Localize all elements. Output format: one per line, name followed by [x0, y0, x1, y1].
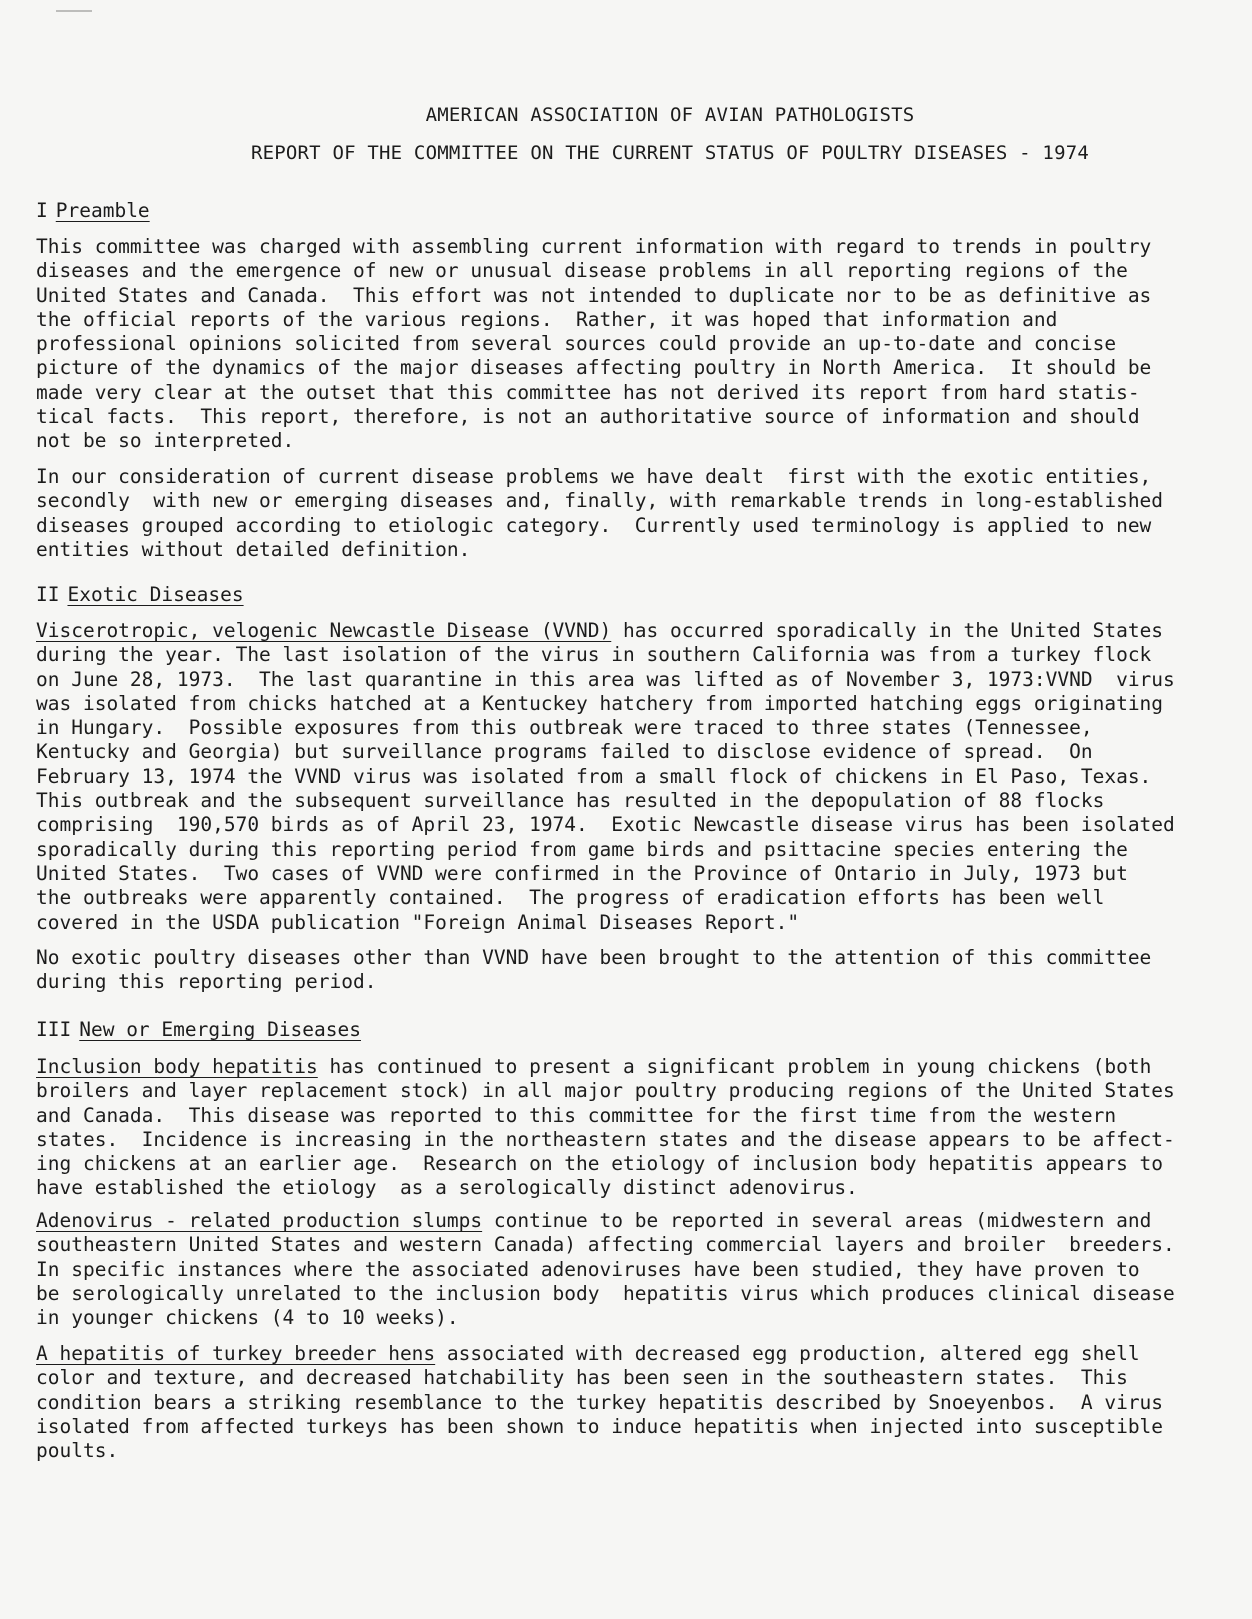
text-line: Viscerotropic, velogenic Newcastle Disease (VVND) has occurred sporadically in the United States — [36, 619, 1164, 642]
preamble-paragraph-2 — [36, 465, 1246, 562]
text-line: entities without detailed definition. — [36, 537, 471, 561]
text-line: not be so interpreted. — [36, 429, 295, 453]
text-line: diseases and the emergence of new or unusual disease problems in all reporting regions of the — [36, 259, 1128, 283]
text-line: color and texture, and decreased hatchability has been seen in the southeastern states. This — [36, 1366, 1128, 1390]
text-line: the official reports of the various regions. Rather, it was hoped that information and — [36, 307, 1058, 331]
section-title: New or Emerging Diseases — [79, 1018, 361, 1041]
text-line: Inclusion body hepatitis has continued to present a significant problem in young chickens (both — [36, 1055, 1152, 1078]
text-line: was isolated from chicks hatched at a Kentuckey hatchery from imported hatching eggs originating — [36, 691, 1164, 715]
text-line: In specific instances where the associated adenoviruses have been studied, they have proven to — [36, 1257, 1140, 1281]
text-line: made very clear at the outset that this committee has not derived its report from hard statis- — [36, 380, 1140, 404]
text-line: United States and Canada. This effort was not intended to duplicate nor to be as definitive as — [36, 283, 1152, 307]
text-line: United States. Two cases of VVND were confirmed in the Province of Ontario in July, 1973 but — [36, 861, 1128, 885]
emerging-paragraph-1 — [36, 1055, 1246, 1201]
text-line: professional opinions solicited from several sources could provide an up-to-date and concise — [36, 332, 1117, 356]
emerging-paragraph-3 — [36, 1342, 1246, 1463]
section-heading-emerging — [36, 1018, 361, 1041]
text-line: in Hungary. Possible exposures from this outbreak were traced to three states (Tennessee, — [36, 716, 1093, 740]
text-line: comprising 190,570 birds as of April 23, 1974. Exotic Newcastle disease virus has been isolated — [36, 813, 1175, 837]
section-title: Preamble — [55, 199, 150, 222]
disease-term-adenovirus-slumps: Adenovirus - related production slumps — [36, 1209, 483, 1232]
text-line: February 13, 1974 the VVND virus was isolated from a small flock of chickens in El Paso, Texas. — [36, 764, 1152, 788]
text-line: This committee was charged with assembling current information with regard to trends in poultry — [36, 235, 1152, 258]
section-number: III — [36, 1018, 72, 1041]
text-line: poults. — [36, 1439, 119, 1463]
preamble-paragraph-1 — [36, 235, 1246, 454]
text-line: diseases grouped according to etiologic category. Currently used terminology is applied to new — [36, 513, 1152, 537]
text-line: during the year. The last isolation of the virus in southern California was from a turkey flock — [36, 643, 1152, 667]
text-line: tical facts. This report, therefore, is not an authoritative source of information and should — [36, 405, 1140, 429]
text-line: Kentucky and Georgia) but surveillance programs failed to disclose evidence of spread. On — [36, 740, 1093, 764]
text-line: during this reporting period. — [36, 970, 377, 994]
text-line: in younger chickens (4 to 10 weeks). — [36, 1306, 459, 1330]
section-number: II — [36, 583, 60, 606]
text-line: A hepatitis of turkey breeder hens associated with decreased egg production, altered egg shell — [36, 1342, 1140, 1365]
section-number: I — [36, 199, 48, 222]
text-line: No exotic poultry diseases other than VVND have been brought to the attention of this committee — [36, 946, 1152, 969]
text-line: and Canada. This disease was reported to this committee for the first time from the western — [36, 1103, 1117, 1127]
section-heading-exotic — [36, 583, 244, 606]
text-line: states. Incidence is increasing in the northeastern states and the disease appears to be affect- — [36, 1127, 1175, 1151]
text-line: condition bears a striking resemblance to the turkey hepatitis described by Snoeyenbos. A virus — [36, 1390, 1164, 1414]
exotic-paragraph-1 — [36, 619, 1246, 935]
disease-term-inclusion-body-hepatitis: Inclusion body hepatitis — [36, 1055, 318, 1078]
text-line: be serologically unrelated to the inclusion body hepatitis virus which produces clinical disease — [36, 1281, 1175, 1305]
disease-term-turkey-hepatitis: A hepatitis of turkey breeder hens — [36, 1342, 436, 1365]
text-line: have established the etiology as a serologically distinct adenovirus. — [36, 1176, 858, 1200]
exotic-paragraph-2 — [36, 946, 1246, 995]
text-line: covered in the USDA publication "Foreign Animal Diseases Report." — [36, 910, 800, 934]
text-line: southeastern United States and western Canada) affecting commercial layers and broiler breeders. — [36, 1233, 1175, 1257]
emerging-paragraph-2 — [36, 1209, 1246, 1330]
report-title: REPORT OF THE COMMITTEE ON THE CURRENT STATUS OF POULTRY DISEASES - 1974 — [250, 142, 1089, 164]
scan-mark — [56, 10, 92, 12]
text-line: ing chickens at an earlier age. Research on the etiology of inclusion body hepatitis appears to — [36, 1152, 1164, 1176]
text-line: broilers and layer replacement stock) in all major poultry producing regions of the United States — [36, 1079, 1175, 1103]
org-title: AMERICAN ASSOCIATION OF AVIAN PATHOLOGISTS — [425, 104, 915, 126]
text-line: on June 28, 1973. The last quarantine in this area was lifted as of November 3, 1973:VVND virus — [36, 667, 1175, 691]
text-line: sporadically during this reporting period from game birds and psittacine species entering the — [36, 837, 1128, 861]
text-line: isolated from affected turkeys has been shown to induce hepatitis when injected into susceptible — [36, 1414, 1164, 1438]
text-line: the outbreaks were apparently contained. The progress of eradication efforts has been well — [36, 886, 1105, 910]
disease-term-vvnd: Viscerotropic, velogenic Newcastle Disease (VVND) — [36, 619, 612, 642]
section-heading-preamble — [36, 199, 150, 222]
section-title: Exotic Diseases — [67, 583, 244, 606]
text-line: This outbreak and the subsequent surveillance has resulted in the depopulation of 88 flocks — [36, 789, 1105, 813]
text-line: In our consideration of current disease problems we have dealt first with the exotic entities, — [36, 465, 1152, 488]
text-line: Adenovirus - related production slumps continue to be reported in several areas (midwestern and — [36, 1209, 1152, 1232]
text-line: secondly with new or emerging diseases and, finally, with remarkable trends in long-established — [36, 489, 1164, 513]
text-line: picture of the dynamics of the major diseases affecting poultry in North America. It should be — [36, 356, 1152, 380]
